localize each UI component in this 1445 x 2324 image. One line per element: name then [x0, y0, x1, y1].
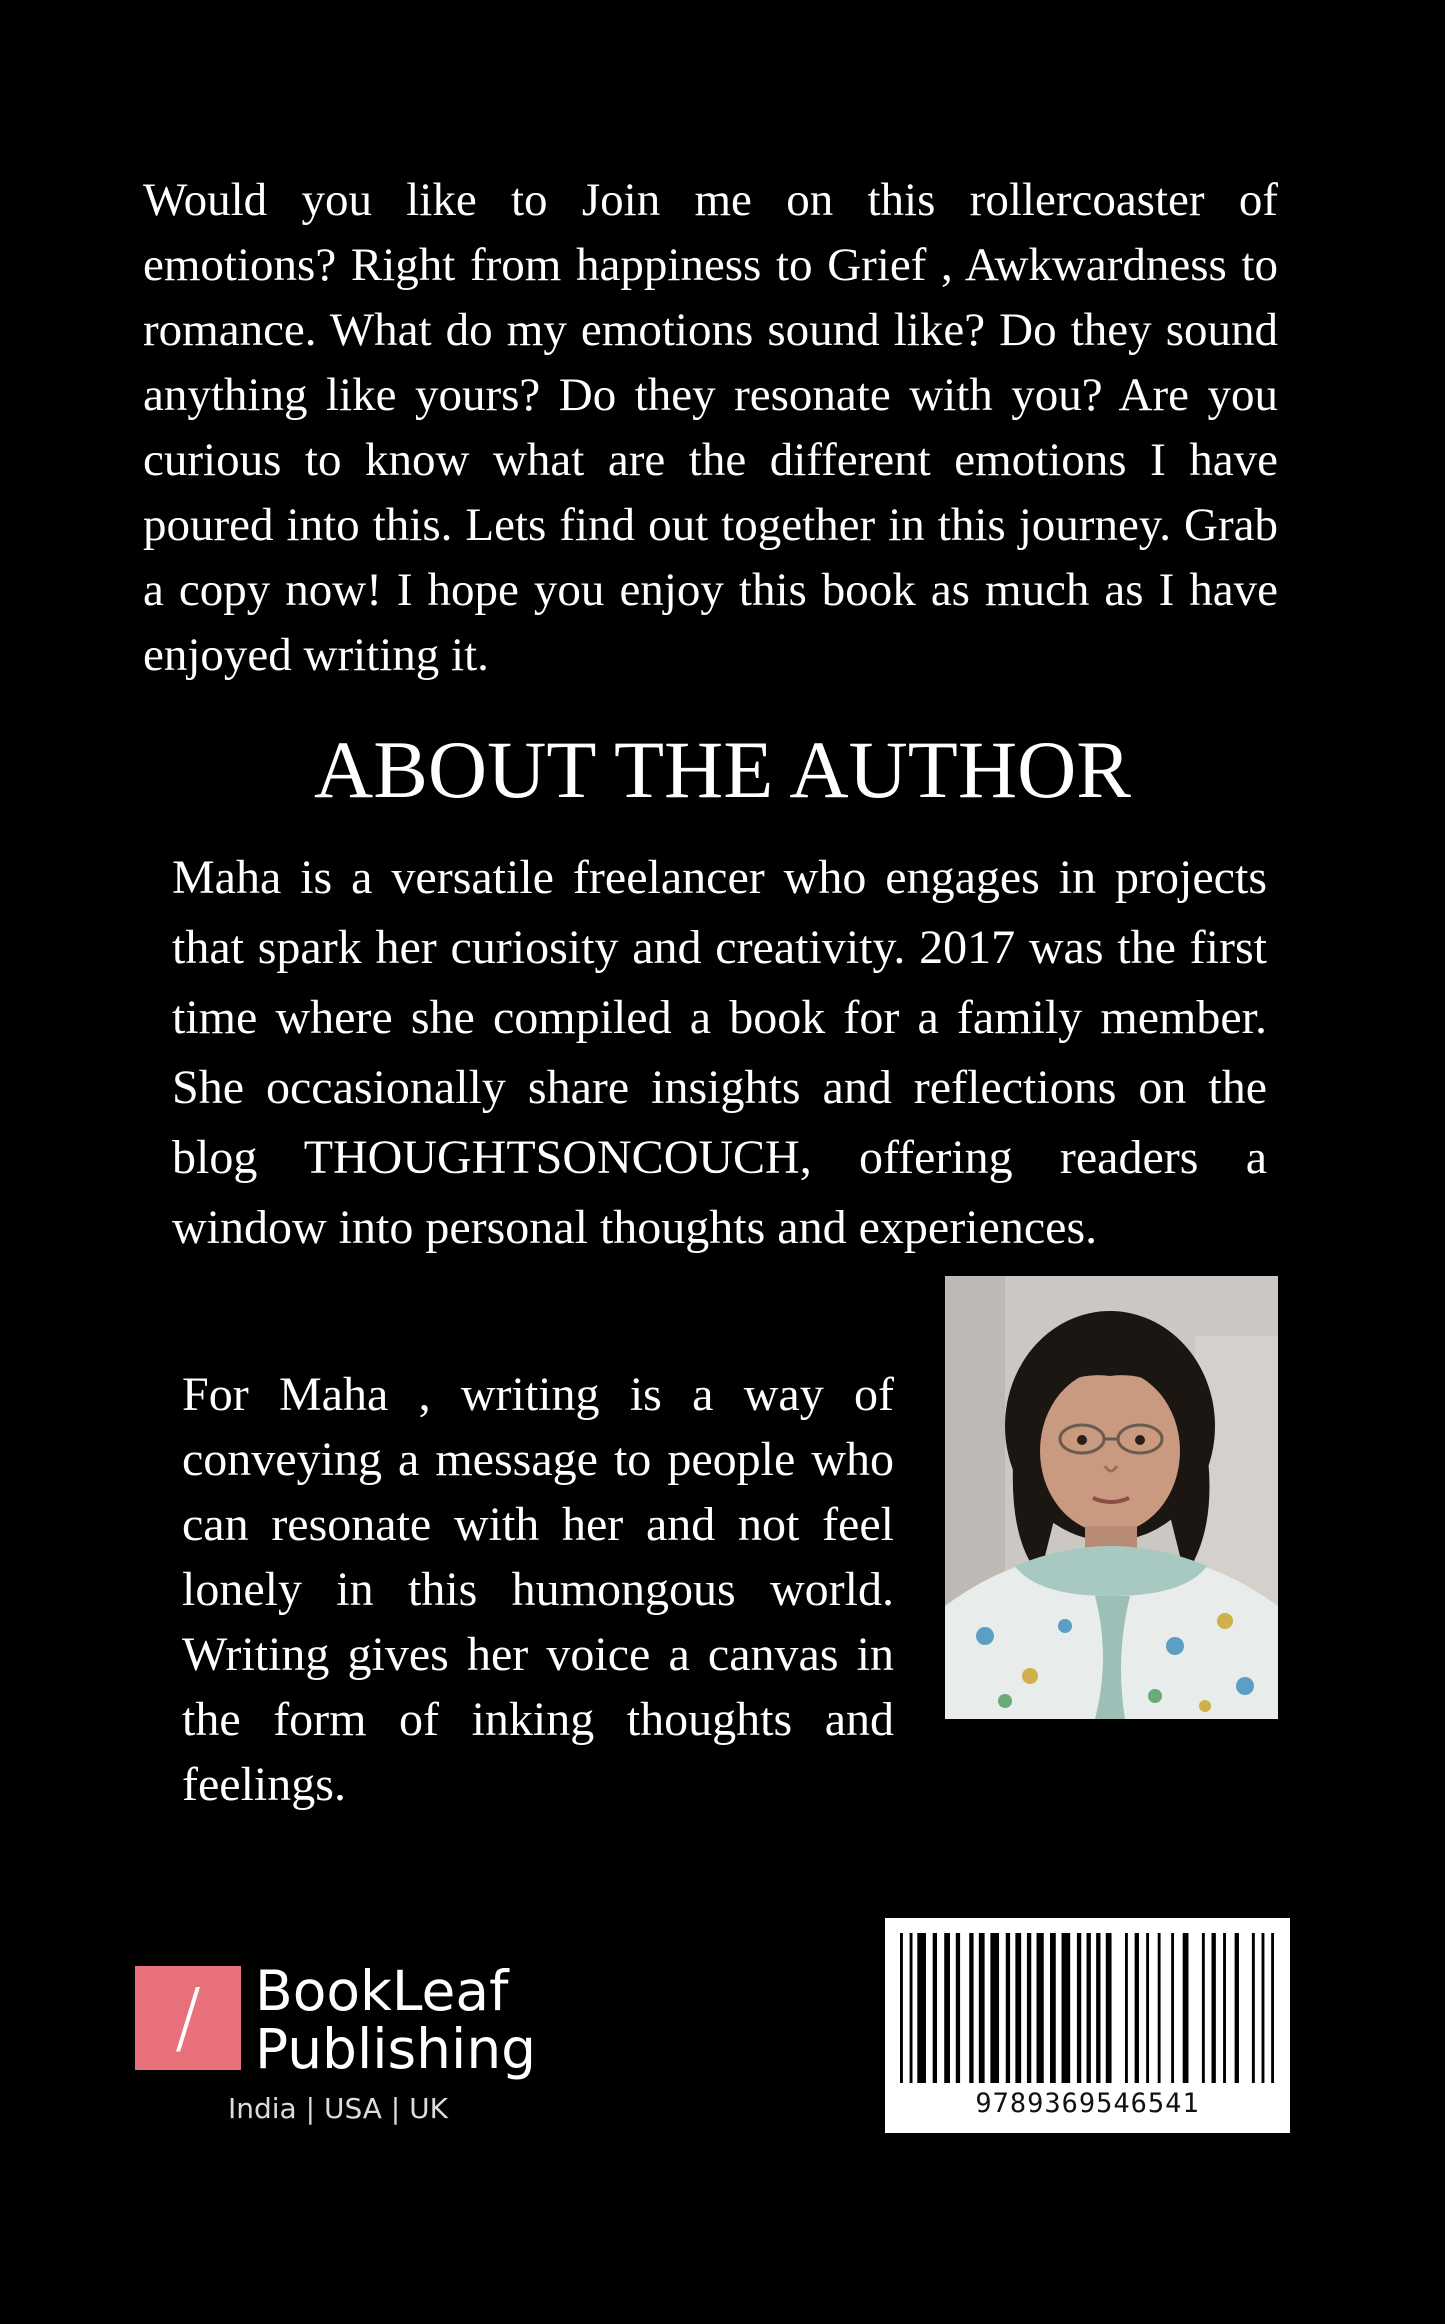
barcode-bar	[900, 1933, 903, 2083]
barcode-bar	[1062, 1933, 1071, 2083]
barcode-bar	[1252, 1933, 1255, 2083]
barcode-bar	[944, 1933, 950, 2083]
barcode-bars	[885, 1918, 1290, 2088]
publisher-name-line-2: Publishing	[255, 2017, 537, 2081]
author-photo	[945, 1276, 1278, 1719]
barcode-bar	[1015, 1933, 1021, 2083]
barcode-bar	[1096, 1933, 1100, 2083]
author-bio-paragraph-1: Maha is a versatile freelancer who engages in projects that spark her curiosity and creativity. 2017 was the first time where she compiled a book for a family member. She occasionally share insights and reflections on the blog THOUGHTSONCOUCH, offering readers a window into personal thoughts and experiences.	[172, 851, 1267, 1254]
barcode-bar	[1146, 1933, 1149, 2083]
publisher-mark-glyph: /	[174, 1973, 202, 2063]
about-author-heading: ABOUT THE AUTHOR	[314, 724, 1131, 815]
barcode-bar	[933, 1933, 937, 2083]
barcode-bar	[1135, 1933, 1139, 2083]
isbn-number: 9789369546541	[975, 2088, 1200, 2119]
barcode-bar	[1027, 1933, 1031, 2083]
back-cover-blurb: Would you like to Join me on this rollercoaster of emotions? Right from happiness to Grief , Awkwardness to romance. What do my emotions sound like? Do they sound anything like yours? Do they resonate with you? Are you curious to know what are the different emotions I have poured into this. Lets find out together in this journey. Grab a copy now! I hope you enjoy this book as much as I have enjoyed writing it.	[143, 174, 1278, 681]
barcode-bar	[1037, 1933, 1044, 2083]
barcode-bar	[1087, 1933, 1091, 2083]
publisher-logo	[135, 1959, 555, 2132]
author-portrait-illustration	[945, 1276, 1278, 1719]
barcode-bar	[1106, 1933, 1112, 2083]
barcode-bar	[1271, 1933, 1274, 2083]
publisher-name	[255, 1959, 537, 2081]
barcode-bar	[969, 1933, 973, 2083]
barcode-bar	[1262, 1933, 1265, 2083]
barcode-bar	[1125, 1933, 1128, 2083]
publisher-locations: India | USA | UK	[228, 2092, 448, 2125]
barcode-bar	[1006, 1933, 1010, 2083]
barcode-bar	[979, 1933, 985, 2083]
barcode-bar	[1158, 1933, 1161, 2083]
isbn-barcode	[885, 1918, 1290, 2133]
barcode-bar	[1171, 1933, 1174, 2083]
barcode-bar	[1212, 1933, 1216, 2083]
author-bio-paragraph-2: For Maha , writing is a way of conveying a message to people who can resonate with her and not feel lonely in this humongous world. Writing gives her voice a canvas in the form of inking thoughts and feelings.	[182, 1368, 894, 1811]
barcode-bar	[1077, 1933, 1081, 2083]
barcode-bar	[910, 1933, 913, 2083]
barcode-bar	[956, 1933, 960, 2083]
barcode-bar	[1223, 1933, 1226, 2083]
publisher-name-line-1: BookLeaf	[255, 1959, 509, 2023]
barcode-bar	[1050, 1933, 1056, 2083]
barcode-bar	[917, 1933, 926, 2083]
publisher-mark	[135, 1966, 241, 2070]
barcode-bar	[1202, 1933, 1205, 2083]
barcode-bar	[1235, 1933, 1239, 2083]
barcode-bar	[990, 1933, 999, 2083]
barcode-bar	[1183, 1933, 1189, 2083]
